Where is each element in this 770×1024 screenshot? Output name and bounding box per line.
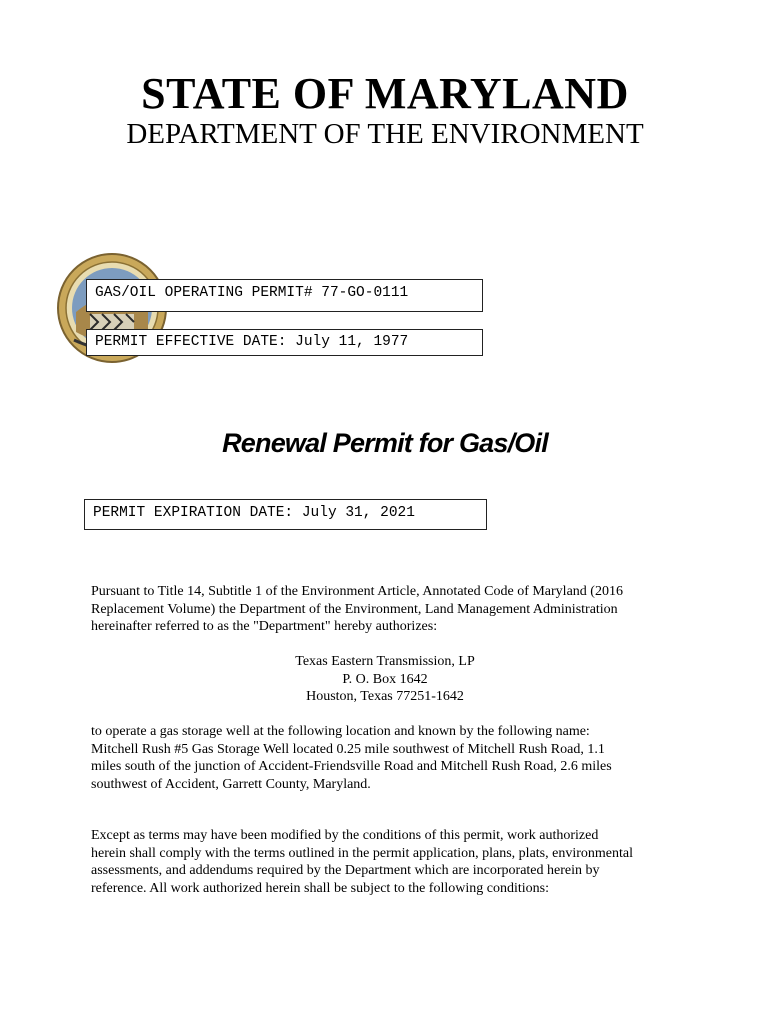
- document-title: STATE OF MARYLAND: [141, 69, 629, 118]
- text-line: reference. All work authorized herein shall be subject to the following conditions:: [91, 880, 549, 896]
- company-name: Texas Eastern Transmission, LP: [295, 654, 475, 669]
- location-paragraph: [91, 723, 691, 793]
- expiration-date-box: PERMIT EXPIRATION DATE: July 31, 2021: [84, 499, 487, 530]
- text-line: Pursuant to Title 14, Subtitle 1 of the Environment Article, Annotated Code of Maryland (2016: [91, 584, 623, 599]
- text-line: Except as terms may have been modified by the conditions of this permit, work authorized: [91, 828, 599, 843]
- permit-number-box: GAS/OIL OPERATING PERMIT# 77-GO-0111: [86, 279, 483, 312]
- text-line: hereinafter referred to as the "Department" hereby authorizes:: [91, 619, 438, 634]
- text-line: assessments, and addendums required by the Department which are incorporated herein by: [91, 863, 600, 878]
- text-line: Replacement Volume) the Department of the Environment, Land Management Administration: [91, 601, 618, 617]
- text-line: miles south of the junction of Accident-Friendsville Road and Mitchell Rush Road, 2.6 miles: [91, 759, 612, 774]
- text-line: herein shall comply with the terms outlined in the permit application, plans, plats, environmental: [91, 845, 633, 861]
- permittee-address: [0, 653, 770, 706]
- text-line: to operate a gas storage well at the following location and known by the following name:: [91, 724, 590, 739]
- text-line: southwest of Accident, Garrett County, Maryland.: [91, 776, 371, 792]
- effective-date-box: PERMIT EFFECTIVE DATE: July 11, 1977: [86, 329, 483, 356]
- authorization-paragraph: [91, 583, 691, 636]
- renewal-permit-heading: Renewal Permit for Gas/Oil: [222, 428, 548, 458]
- department-subtitle: DEPARTMENT OF THE ENVIRONMENT: [126, 118, 644, 150]
- text-line: Mitchell Rush #5 Gas Storage Well located 0.25 mile southwest of Mitchell Rush Road, 1.1: [91, 741, 605, 757]
- po-box: P. O. Box 1642: [342, 671, 428, 687]
- conditions-paragraph: [91, 827, 691, 897]
- city-state-zip: Houston, Texas 77251-1642: [306, 689, 464, 704]
